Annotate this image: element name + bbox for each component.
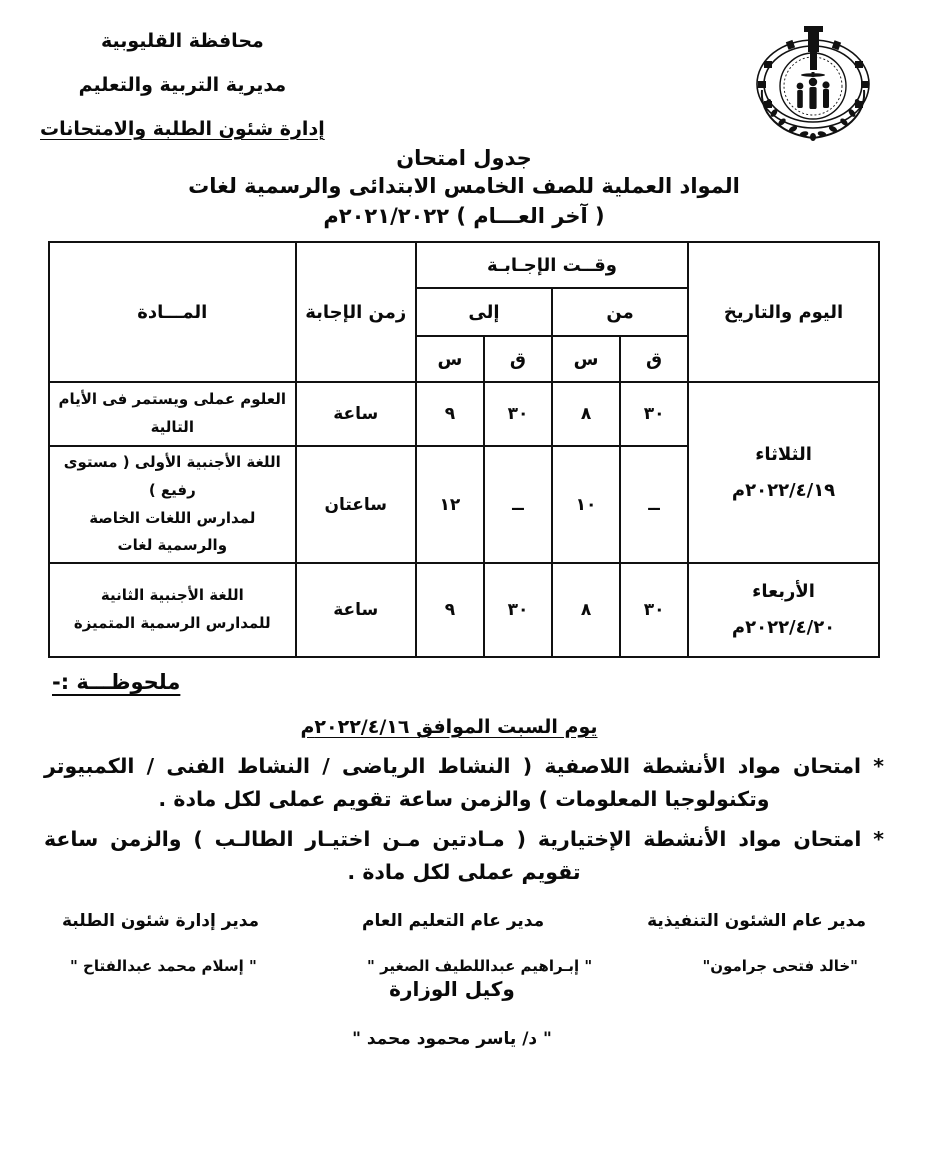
header-duration: زمن الإجابة bbox=[296, 242, 416, 382]
header-from-hours: س bbox=[552, 336, 620, 382]
cell-duration: ساعة bbox=[296, 382, 416, 446]
governorate-emblem-icon bbox=[738, 24, 888, 149]
signature-name-executive-affairs: "خالد فتحى جرامون" bbox=[702, 956, 858, 975]
notes-bullet-list bbox=[0, 750, 928, 889]
cell-subject-line-1: اللغة الأجنبية الأولى ( مستوى رفيع ) bbox=[63, 453, 281, 499]
cell-from-minutes: ــ bbox=[620, 446, 688, 563]
cell-subject-line-1: اللغة الأجنبية الثانية bbox=[100, 586, 244, 605]
cell-day-date bbox=[688, 382, 879, 563]
signature-name-general-education: " إبـراهيم عبداللطيف الصغير " bbox=[367, 956, 593, 975]
cell-subject bbox=[49, 446, 296, 563]
cell-from-hours: ١٠ bbox=[552, 446, 620, 563]
header-from: من bbox=[552, 288, 688, 336]
header-to-hours: س bbox=[416, 336, 484, 382]
ministry-title: وكيل الوزارة bbox=[389, 976, 515, 1001]
title-line-2: المواد العملية للصف الخامس الابتدائى والرسمية لغات bbox=[188, 174, 740, 199]
cell-to-hours: ٩ bbox=[416, 563, 484, 657]
ministry-name: " د/ ياسر محمود محمد " bbox=[352, 1028, 552, 1049]
signature-title-general-education: مدير عام التعليم العام bbox=[362, 910, 545, 931]
table-row bbox=[49, 563, 879, 657]
cell-from-minutes: ٣٠ bbox=[620, 563, 688, 657]
header-department: إدارة شئون الطلبة والامتحانات bbox=[40, 118, 325, 140]
note-bullet-1: * امتحان مواد الأنشطة اللاصفية ( النشاط الرياضى / النشاط الفنى / الكمبيوتر وتكنولوجيا المعلومات ) والزمن ساعة تقويم عملى لكل مادة . bbox=[44, 754, 884, 812]
table-row bbox=[49, 382, 879, 446]
signature-title-student-affairs: مدير إدارة شئون الطلبة bbox=[62, 910, 260, 931]
cell-subject bbox=[49, 563, 296, 657]
note-bullet-2: * امتحان مواد الأنشطة الإختيارية ( مـادتين مـن اختيـار الطالـب ) والزمن ساعة تقويم عملى لكل مادة . bbox=[44, 826, 884, 884]
title-line-1: جدول امتحان bbox=[396, 146, 532, 170]
exam-schedule-table bbox=[48, 241, 880, 658]
title-line-3: ( آخر العـــام ) ٢٠٢١/٢٠٢٢م bbox=[323, 203, 605, 228]
cell-to-minutes: ٣٠ bbox=[484, 563, 552, 657]
note-label-row bbox=[0, 670, 928, 694]
signature-name-student-affairs: " إسلام محمد عبدالفتاح " bbox=[70, 956, 257, 975]
signature-titles-row bbox=[0, 911, 928, 931]
saturday-date: يوم السبت الموافق ٢٠٢٢/٤/١٦م bbox=[300, 716, 598, 739]
header-subject: المـــادة bbox=[49, 242, 296, 382]
header-from-minutes: ق bbox=[620, 336, 688, 382]
ministry-signature-block bbox=[0, 977, 904, 1049]
cell-duration: ساعة bbox=[296, 563, 416, 657]
header-authority-block bbox=[40, 32, 325, 139]
document-header bbox=[0, 0, 928, 140]
cell-to-hours: ٩ bbox=[416, 382, 484, 446]
header-answer-time: وقــت الإجـابـة bbox=[416, 242, 688, 288]
cell-from-minutes: ٣٠ bbox=[620, 382, 688, 446]
cell-day-date bbox=[688, 563, 879, 657]
cell-subject-line-2: لمدارس اللغات الخاصة والرسمية لغات bbox=[89, 508, 256, 555]
cell-subject bbox=[49, 382, 296, 446]
cell-from-hours: ٨ bbox=[552, 382, 620, 446]
cell-subject-line-1: العلوم عملى ويستمر فى الأيام التالية bbox=[58, 390, 287, 437]
cell-to-hours: ١٢ bbox=[416, 446, 484, 563]
cell-to-minutes: ٣٠ bbox=[484, 382, 552, 446]
signature-names-row bbox=[0, 957, 928, 975]
cell-day: الأربعاء bbox=[752, 581, 815, 603]
cell-to-minutes: ــ bbox=[484, 446, 552, 563]
cell-from-hours: ٨ bbox=[552, 563, 620, 657]
cell-date: ٢٠٢٢/٤/١٩م bbox=[731, 479, 836, 501]
header-directorate: مديرية التربية والتعليم bbox=[78, 74, 287, 96]
saturday-row bbox=[0, 716, 898, 738]
header-day-date: اليوم والتاريخ bbox=[688, 242, 879, 382]
cell-subject-line-2: للمدارس الرسمية المتميزة bbox=[73, 614, 271, 633]
signature-title-executive-affairs: مدير عام الشئون التنفيذية bbox=[647, 910, 866, 931]
cell-duration: ساعتان bbox=[296, 446, 416, 563]
header-to: إلى bbox=[416, 288, 552, 336]
header-governorate: محافظة القليوبية bbox=[100, 30, 264, 52]
cell-date: ٢٠٢٢/٤/٢٠م bbox=[731, 617, 836, 639]
cell-day: الثلاثاء bbox=[755, 443, 812, 465]
schedule-table-wrapper bbox=[0, 241, 928, 658]
document-title-block bbox=[0, 144, 928, 231]
header-to-minutes: ق bbox=[484, 336, 552, 382]
note-label: ملحوظـــة :- bbox=[52, 670, 181, 695]
